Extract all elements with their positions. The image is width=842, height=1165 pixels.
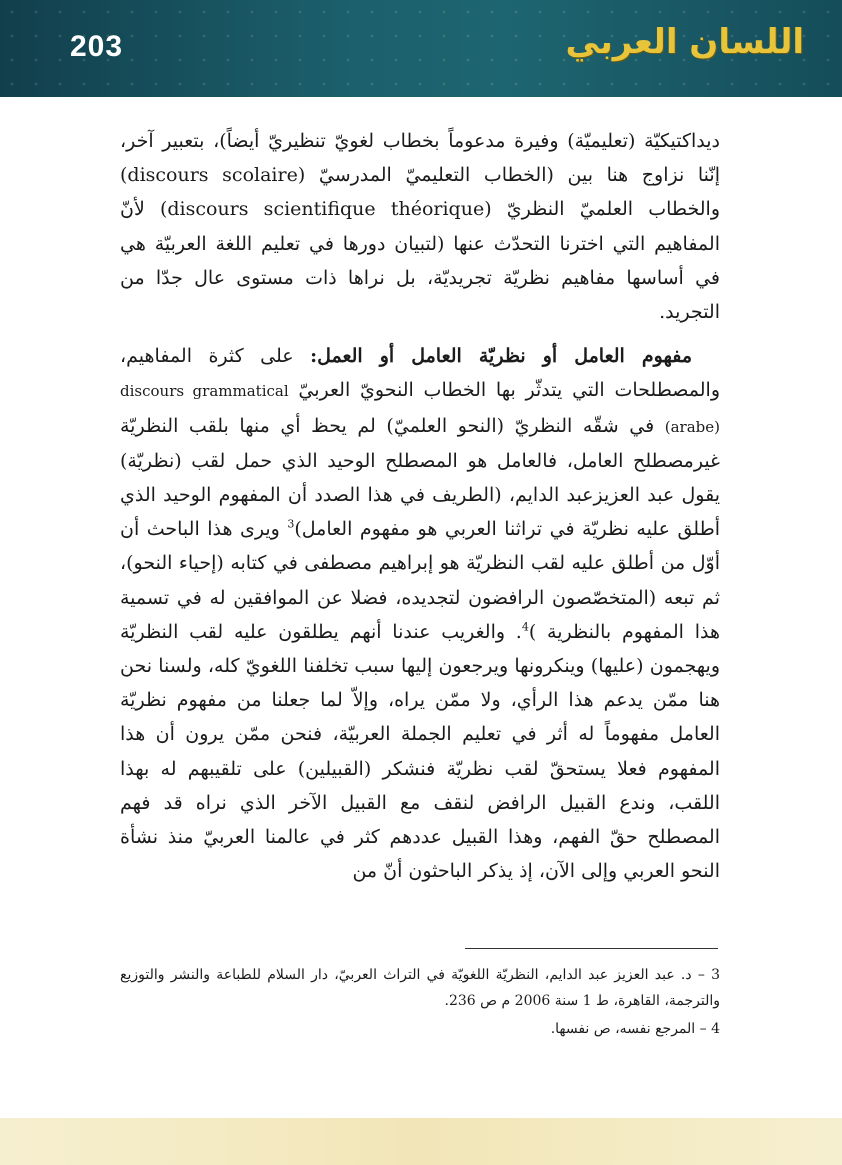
section-heading: مفهوم العامل أو نظريّة العامل أو العمل: bbox=[310, 345, 692, 368]
footnote-3: 3 – د. عبد العزيز عبد الدايم، النظريّة اللغويّة في التراث العربيّ، دار السلام للطباعة والنشر والتوزيع والترجمة، القاهرة، ط 1 سنة 2006 م ص 236. bbox=[120, 967, 720, 1009]
paragraph-1: ديداكتيكيّة (تعليميّة) وفيرة مدعوماً بخطاب لغويّ تنظيريّ أيضاً)، بتعبير آخر، إنّنا نزاوج هنا بين (الخطاب التعليميّ المدرسيّ (discours scolaire) والخطاب العلميّ النظريّ (discours scientifique théorique) لأنّ المفاهيم التي اخترنا التحدّث عنها (لتبيان دورها في تعليم اللغة العربيّة هي في أساسها مفاهيم نظريّة تجريديّة، بل نراها ذات مستوى عال جدّا من التجريد. bbox=[120, 130, 720, 324]
footnote-ref-3[interactable]: 3 bbox=[287, 517, 295, 531]
footer-band bbox=[0, 1118, 842, 1165]
paragraph-2-part-a: على كثرة المفاهيم، والمصطلحات التي يتدثّر بها الخطاب النحويّ العربيّ bbox=[120, 345, 720, 402]
page-number: 203 bbox=[70, 30, 124, 63]
footnote-4: 4 – المرجع نفسه، ص نفسها. bbox=[550, 1021, 720, 1037]
footnote-divider bbox=[465, 948, 718, 949]
journal-logo: اللسان العربي bbox=[565, 22, 804, 62]
paragraph-2-part-d: . والغريب عندنا أنهم يطلقون عليه لقب النظريّة ويهجمون (عليها) وينكرونها ويرجعون إليها سبب تخلفنا اللغويّ كله، ولسنا نحن هنا ممّن يدعم هذا الرأي، ولا ممّن يراه، وإلاّ لما جعلنا من مفهوم نظريّة العامل مفهوماً له أثر في تعليم الجملة العربيّة، فنحن ممّن يرون أن هذا المفهوم فعلا يستحقّ لقب نظريّة فنشكر (القبيلين) على تلقيبهم له بهذا اللقب، وندع القبيل الرافض لنقف مع القبيل الآخر الذي نراه قد فهم المصطلح حقّ الفهم، وهذا القبيل عددهم كثر في عالمنا العربيّ منذ نشأة النحو العربي وإلى الآن، إذ يذكر الباحثون أنّ من bbox=[120, 620, 720, 883]
term-discours-grammatical: discours grammatical (arabe) bbox=[120, 382, 720, 436]
paragraph-2-part-c: ويرى هذا الباحث أن أوّل من أطلق عليه لقب النظريّة هو إبراهيم مصطفى في كتابه (إحياء النحو)، ثم تبعه (المتخصّصون الرافضون لتجديده، فضلا عن الموافقين له في تسمية هذا المفهوم بالنظرية ) bbox=[120, 518, 720, 643]
page-header bbox=[0, 0, 842, 97]
main-text bbox=[120, 124, 720, 888]
paragraph-2-part-b: في شقّه النظريّ (النحو العلميّ) لم يحظ أي منها بلقب النظريّة غيرمصطلح العامل، فالعامل هو المصطلح الوحيد الذي حمل لقب (نظريّة) يقول عبد العزيزعبد الدايم، (الطريف في هذا الصدد أن المفهوم الوحيد الذي أطلق عليه نظريّة في تراثنا العربي هو مفهوم العامل) bbox=[120, 414, 720, 541]
paragraph-2 bbox=[120, 339, 720, 888]
footnotes bbox=[120, 962, 720, 1042]
footnote-ref-4[interactable]: 4 bbox=[521, 620, 529, 634]
